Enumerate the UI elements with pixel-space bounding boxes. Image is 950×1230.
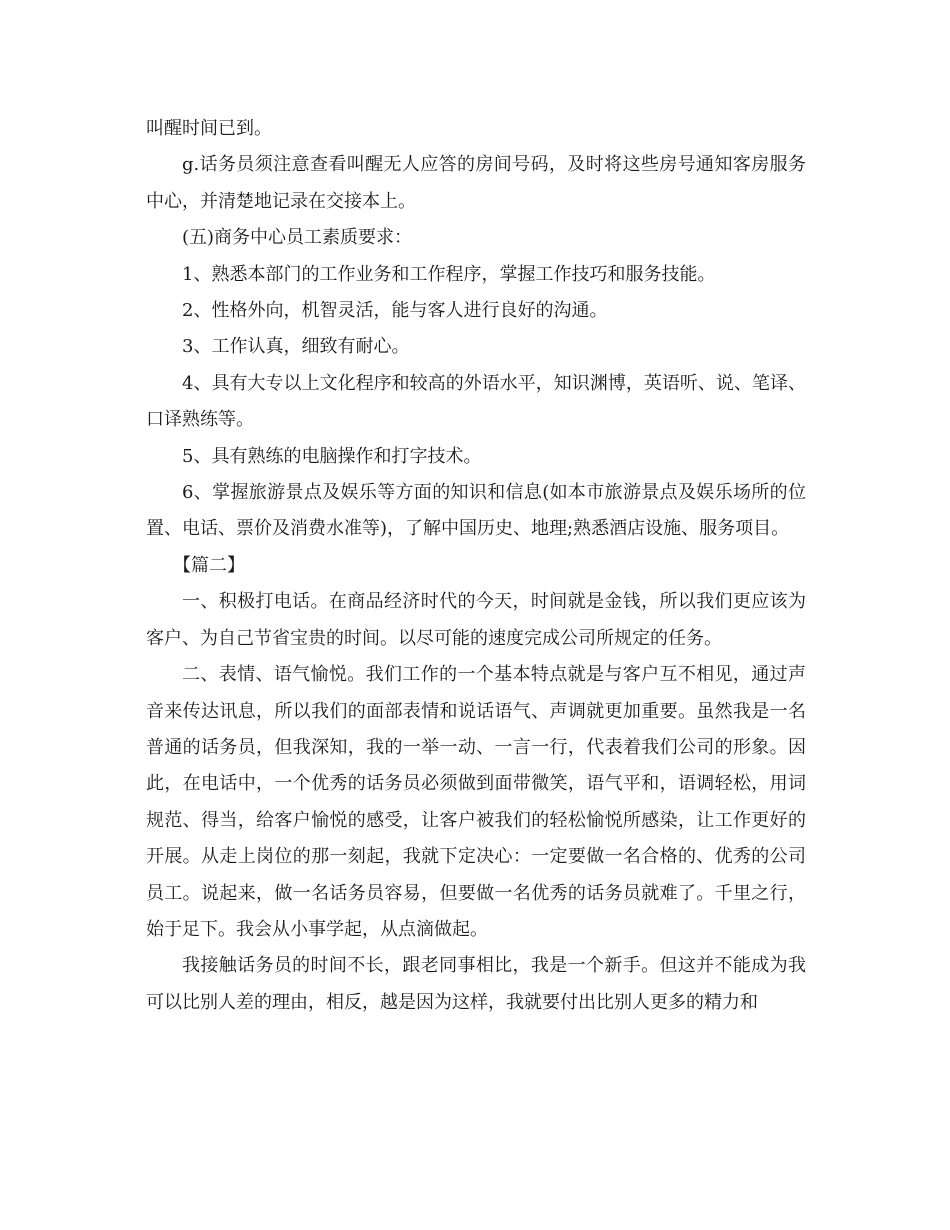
section-heading-5: (五)商务中心员工素质要求： bbox=[182, 227, 413, 249]
document-body bbox=[146, 111, 806, 1021]
requirement-item-5: 5、具有熟练的电脑操作和打字技术。 bbox=[182, 445, 482, 467]
paragraph-point-1: 一、积极打电话。在商品经济时代的今天，时间就是金钱，所以我们更应该为客户、为自己节省宝贵的时间。以尽可能的速度完成公司所规定的任务。 bbox=[146, 591, 806, 649]
paragraph-item-g: g.话务员须注意查看叫醒无人应答的房间号码，及时将这些房号通知客房服务中心，并清楚地记录在交接本上。 bbox=[146, 154, 806, 212]
requirement-item-2: 2、性格外向，机智灵活，能与客人进行良好的沟通。 bbox=[182, 300, 608, 322]
paragraph-closing: 我接触话务员的时间不长，跟老同事相比，我是一个新手。但这并不能成为我可以比别人差的理由，相反，越是因为这样，我就要付出比别人更多的精力和 bbox=[146, 955, 806, 1013]
paragraph-point-2: 二、表情、语气愉悦。我们工作的一个基本特点就是与客户互不相见，通过声音来传达讯息，所以我们的面部表情和说话语气、声调就更加重要。虽然我是一名普通的话务员，但我深知，我的一举一动、一言一行，代表着我们公司的形象。因此，在电话中，一个优秀的话务员必须做到面带微笑，语气平和，语调轻松，用词规范、得当，给客户愉悦的感受，让客户被我们的轻松愉悦所感染，让工作更好的开展。从走上岗位的那一刻起，我就下定决心：一定要做一名合格的、优秀的公司员工。说起来，做一名话务员容易，但要做一名优秀的话务员就难了。千里之行，始于足下。我会从小事学起，从点滴做起。 bbox=[146, 664, 806, 940]
requirement-item-6: 6、掌握旅游景点及娱乐等方面的知识和信息(如本市旅游景点及娱乐场所的位置、电话、票价及消费水准等)，了解中国历史、地理;熟悉酒店设施、服务项目。 bbox=[146, 482, 806, 540]
requirement-item-1: 1、熟悉本部门的工作业务和工作程序，掌握工作技巧和服务技能。 bbox=[182, 263, 716, 285]
paragraph-continuation: 叫醒时间已到。 bbox=[146, 118, 272, 139]
requirement-item-3: 3、工作认真，细致有耐心。 bbox=[182, 336, 410, 358]
requirement-item-4: 4、具有大专以上文化程序和较高的外语水平，知识渊博，英语听、说、笔译、口译熟练等。 bbox=[146, 372, 806, 431]
part-two-heading: 【篇二】 bbox=[173, 554, 245, 576]
